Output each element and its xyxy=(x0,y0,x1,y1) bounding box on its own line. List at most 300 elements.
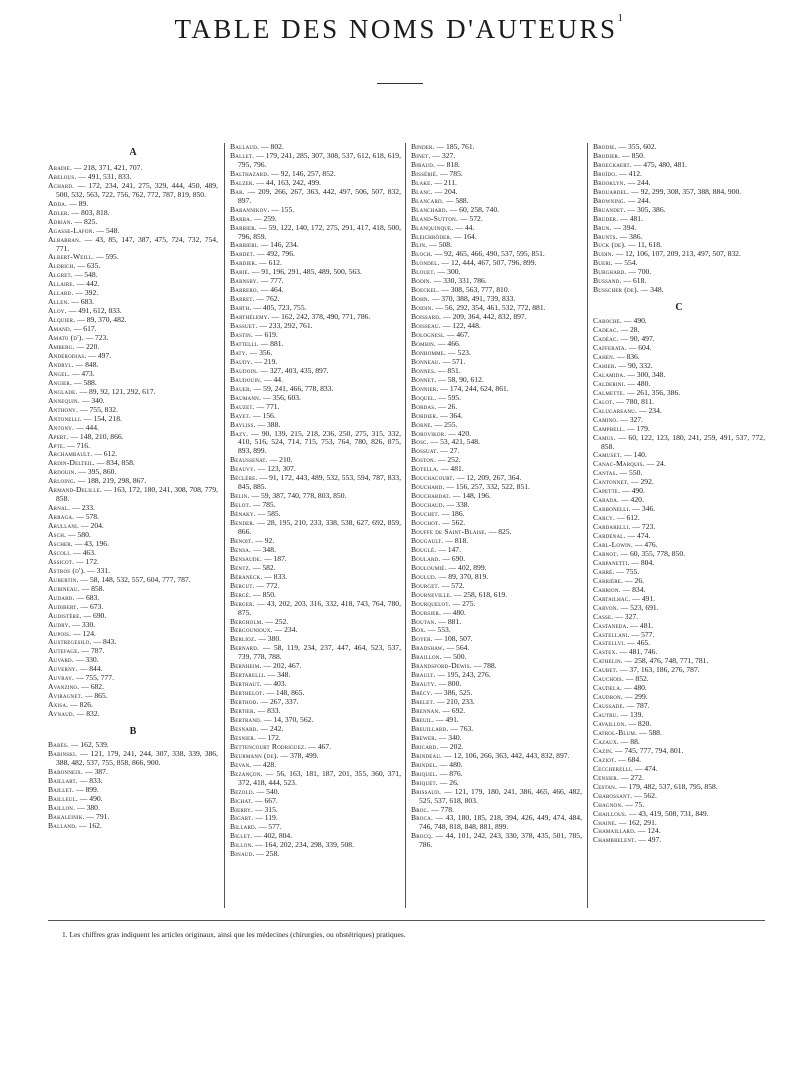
author-name: Bourneville. xyxy=(411,589,453,599)
author-name: Broc. xyxy=(411,804,430,814)
page-refs: — 836. xyxy=(615,351,640,361)
author-name: Bordier. xyxy=(411,410,439,420)
page-refs: — 420. xyxy=(619,495,644,505)
page-refs: — 523. xyxy=(446,347,471,357)
page-refs: — 852. xyxy=(624,674,649,684)
author-name: Bastin. xyxy=(230,330,254,340)
page-refs: — 588. xyxy=(637,728,662,737)
page-refs: — 27. xyxy=(438,446,460,456)
page-refs: — 121, 179, 241, 244, 307, 338, 339, 386, 388, 482, 537, 755, 858, 866, 900. xyxy=(56,748,218,767)
page-refs: — 491, 531, 833. xyxy=(76,171,132,181)
column-divider xyxy=(405,143,406,908)
page-refs: — 618. xyxy=(621,276,647,286)
page-refs: — 481. xyxy=(439,464,464,474)
author-name: Carbonelli. xyxy=(593,504,631,514)
page-refs: — 172, 234, 241, 275, 329, 444, 450, 489, 500, 532, 563, 722, 756, 762, 772, 787, 819, 850. xyxy=(56,180,218,199)
author-name: Bougault. xyxy=(411,535,444,545)
author-name: Cazin. xyxy=(593,745,614,755)
author-name: Brault. xyxy=(411,670,436,680)
author-name: Carnot. xyxy=(593,548,619,558)
page-refs: — 582. xyxy=(250,562,276,572)
index-entry xyxy=(230,430,401,457)
index-entry xyxy=(48,710,218,719)
page-refs: — 380. xyxy=(256,634,282,644)
page-refs: — 272. xyxy=(619,772,644,782)
page-refs: — 26. xyxy=(437,777,459,787)
author-name: Astros (d'). xyxy=(48,565,86,575)
author-name: Abelous. xyxy=(48,171,77,181)
author-name: Aviragnet. xyxy=(48,691,83,701)
page-refs: — 604. xyxy=(626,343,652,353)
page-refs: — 348. xyxy=(265,670,291,680)
page-refs: — 550. xyxy=(617,468,643,478)
page-refs: — 12, 106, 107, 209, 213, 497, 507, 832. xyxy=(613,249,741,259)
page-refs: — 850. xyxy=(251,589,276,599)
author-name: Bailleul. xyxy=(48,793,78,803)
page-refs: — 825. xyxy=(72,216,98,226)
page-refs: — 58, 119, 234, 237, 447, 464, 523, 537, 739, 778, 788. xyxy=(238,643,401,662)
author-name: Caudron. xyxy=(593,692,623,702)
author-name: Brelet. xyxy=(411,697,435,707)
page-refs: — 37, 163, 186, 276, 787. xyxy=(618,665,700,675)
page-refs: — 364. xyxy=(438,410,463,420)
author-name: Austregesilo. xyxy=(48,637,92,647)
author-name: Cantonnet. xyxy=(593,477,630,487)
author-name: Abadie. xyxy=(48,162,73,172)
author-name: Bombin. xyxy=(411,338,437,348)
author-name: Bouchot. xyxy=(411,518,441,528)
index-entry xyxy=(230,474,401,492)
page-refs: — 210, 233. xyxy=(434,697,475,707)
author-name: Carré. xyxy=(593,566,615,576)
page-refs: — 392. xyxy=(73,288,99,298)
author-name: Caudela. xyxy=(593,683,623,693)
author-name: Anderodias. xyxy=(48,350,87,360)
page-refs: — 44. xyxy=(262,374,283,384)
page-refs: — 881. xyxy=(436,616,462,626)
column-divider xyxy=(587,143,588,908)
author-name: Breuil. xyxy=(411,715,435,724)
author-name: Bezold. xyxy=(230,786,255,796)
author-name: Burghard. xyxy=(593,267,627,277)
author-name: Brooklyn. xyxy=(593,177,626,187)
author-name: Caussade. xyxy=(593,701,625,711)
page-refs: — 14, 370, 562. xyxy=(262,715,314,724)
author-name: Chabossant. xyxy=(593,790,633,800)
page-refs: — 340. xyxy=(79,395,105,405)
page-refs: — 12, 106, 266, 363, 442, 443, 832, 897. xyxy=(442,750,570,760)
page-refs: — 588. xyxy=(72,377,97,387)
page-refs: — 162, 539. xyxy=(68,740,109,749)
author-name: Beurmann (de). xyxy=(230,750,279,760)
page-refs: — 466. xyxy=(436,338,461,348)
author-name: Broïdo. xyxy=(593,168,618,178)
author-name: Auvard. xyxy=(48,655,74,665)
author-name: Babonneix. xyxy=(48,766,84,776)
author-name: Aupois. xyxy=(48,628,72,638)
author-name: Caziot. xyxy=(593,754,617,764)
author-name: Barbier. xyxy=(230,222,257,232)
author-name: Baumann. xyxy=(230,392,262,402)
page-refs: — 480. xyxy=(622,683,647,693)
author-name: Broca. xyxy=(411,813,434,823)
page-refs: — 327. xyxy=(618,414,643,424)
author-name: Botella. xyxy=(411,464,440,474)
index-entry xyxy=(230,152,401,170)
page-refs: — 442. xyxy=(74,279,100,289)
page-refs: — 617. xyxy=(71,324,97,334)
page-refs: — 386. xyxy=(617,231,643,241)
page-refs: — 481, 746. xyxy=(617,647,658,657)
page-refs: — 858. xyxy=(79,583,105,593)
author-name: Bercut. xyxy=(230,580,255,590)
page-refs: — 785. xyxy=(438,168,463,178)
page-refs: — 26. xyxy=(436,401,458,411)
author-name: Blanc. xyxy=(411,186,433,196)
page-refs: — 11, 618. xyxy=(626,240,662,250)
author-name: Bonnes. xyxy=(411,365,437,375)
author-name: Cestan. xyxy=(593,781,618,791)
author-name: Audard. xyxy=(48,592,75,602)
page-refs: — 480. xyxy=(437,759,463,769)
author-name: Castaneda. xyxy=(593,620,629,630)
page-refs: — 690. xyxy=(81,610,107,620)
page-refs: — 162, 242, 378, 490, 771, 786. xyxy=(269,312,371,322)
author-name: Buck (de). xyxy=(593,240,627,250)
page-refs: — 497. xyxy=(636,835,662,845)
page-refs: — 475, 480, 481. xyxy=(631,159,687,169)
author-name: Bouchaud. xyxy=(411,500,445,510)
page-refs: — 327. xyxy=(613,611,639,621)
author-name: Budin. xyxy=(593,249,614,259)
index-entry xyxy=(230,850,401,859)
page-refs: — 683. xyxy=(74,592,100,602)
page-refs: — 244. xyxy=(625,195,651,205)
author-name: Cautru. xyxy=(593,710,619,720)
page-refs: — 88. xyxy=(618,736,640,746)
author-name: Bazy. xyxy=(230,428,249,438)
page-refs: — 612. xyxy=(615,513,640,523)
page-refs: — 826. xyxy=(68,700,93,710)
section-letter: C xyxy=(675,302,683,314)
page-refs: — 803, 818. xyxy=(69,207,110,217)
author-name: Albarran. xyxy=(48,234,82,244)
page-refs: — 780, 811. xyxy=(614,396,655,406)
page-refs: — 146, 234. xyxy=(258,240,299,250)
author-name: Amato (d'). xyxy=(48,333,84,343)
index-entry xyxy=(411,788,582,806)
author-name: Balland. xyxy=(48,820,78,830)
author-name: Bouchardat. xyxy=(411,491,451,501)
page-refs: — 564. xyxy=(444,643,470,653)
page-refs: — 92, 299, 308, 357, 388, 884, 900. xyxy=(629,186,742,196)
page-refs: — 386, 525. xyxy=(432,688,473,698)
page-refs: — 92. xyxy=(253,535,275,545)
author-name: Cadéac. xyxy=(593,334,619,344)
author-name: Bueri. xyxy=(593,258,613,268)
page-refs: — 755, 832. xyxy=(78,404,118,414)
author-name: Bouglé. xyxy=(411,544,437,554)
author-name: Bergholm. xyxy=(230,616,264,626)
page-title xyxy=(0,14,800,45)
page-refs: — 204. xyxy=(432,186,458,196)
author-name: Boyer. xyxy=(411,634,433,644)
page-refs: — 242. xyxy=(258,723,284,733)
page-refs: — 844. xyxy=(77,664,103,674)
page-refs: — 123, 307. xyxy=(255,464,296,474)
author-name: Barannikov. xyxy=(230,204,270,214)
author-name: Borne. xyxy=(411,419,433,429)
page-refs: — 763. xyxy=(448,723,474,733)
author-name: Bensa. xyxy=(230,544,252,554)
page-refs: — 444. xyxy=(74,422,99,432)
author-name: Apert. xyxy=(48,431,69,441)
author-name: Bernard. xyxy=(230,643,260,653)
index-column-3 xyxy=(411,143,582,850)
page-refs: — 148, 865. xyxy=(264,688,305,698)
author-name: Béraneck. xyxy=(230,571,263,581)
page-refs: — 340. xyxy=(436,732,462,742)
page-refs: — 723. xyxy=(83,333,109,343)
page-refs: — 330. xyxy=(73,655,99,665)
page-refs: — 402, 899. xyxy=(446,562,487,572)
author-name: Berthelot. xyxy=(230,688,265,698)
page-refs: — 577. xyxy=(629,629,655,639)
page-refs: — 26. xyxy=(623,575,645,585)
page-refs: — 467. xyxy=(306,741,332,751)
page-refs: — 172. xyxy=(74,556,99,566)
page-refs: — 595. xyxy=(94,252,119,262)
page-refs: — 585. xyxy=(255,509,281,519)
page-refs: — 327, 403, 435, 897. xyxy=(258,365,329,375)
page-refs: — 162, 291. xyxy=(616,817,657,827)
author-name: Balthazard. xyxy=(230,168,270,178)
author-name: Anthony. xyxy=(48,404,79,414)
author-name: Barbieri. xyxy=(230,240,259,250)
author-name: Calot. xyxy=(593,396,615,406)
author-name: Broeckaert. xyxy=(593,159,632,169)
author-name: Canac-Marquis. xyxy=(593,459,645,469)
author-name: Breuillard. xyxy=(411,723,449,733)
author-name: Anglade. xyxy=(48,386,78,396)
page-refs: — 802. xyxy=(259,142,284,151)
page-refs: — 156, 257, 332, 522, 851. xyxy=(444,482,530,492)
author-name: Brandsford-Dewis. xyxy=(411,661,472,671)
page-refs: — 800. xyxy=(436,679,462,689)
page-refs: — 619. xyxy=(253,330,278,340)
author-name: Caubet. xyxy=(593,665,619,675)
page-refs: — 188, 219, 298, 867. xyxy=(75,476,147,486)
page-refs: — 667. xyxy=(253,795,278,805)
page-refs: — 56, 292, 354, 461, 532, 772, 881. xyxy=(433,303,546,313)
page-refs: — 209, 266, 267, 363, 442, 497, 506, 507, 832, 897. xyxy=(238,186,401,205)
author-name: Chaillous. xyxy=(593,808,627,818)
page-refs: — 56, 163, 181, 187, 201, 355, 360, 371, 372, 418, 444, 523. xyxy=(238,768,401,787)
page-refs: — 402, 804. xyxy=(252,831,293,841)
author-name: Binder. xyxy=(411,142,435,151)
page-refs: — 562. xyxy=(440,518,466,528)
page-refs: — 491, 612, 833. xyxy=(66,306,122,316)
page-refs: — 187. xyxy=(262,553,287,563)
page-refs: — 804. xyxy=(629,557,655,567)
page-refs: — 500. xyxy=(441,652,467,662)
title-divider xyxy=(377,83,423,84)
page-refs: — 834. xyxy=(620,584,646,594)
author-name: Bonhomme. xyxy=(411,347,447,357)
author-name: Bouffe de Saint-Blaise. xyxy=(411,526,487,536)
author-name: Carl-Lowin. xyxy=(593,539,633,549)
page-refs: — 577. xyxy=(256,822,282,832)
author-name: Adda. xyxy=(48,198,68,208)
page-refs: — 44, 101, 242, 243, 330, 378, 435, 501, 785, 786. xyxy=(419,831,582,850)
author-name: Angel. xyxy=(48,368,70,378)
author-name: Adrian. xyxy=(48,216,73,226)
index-entry xyxy=(230,770,401,788)
page-refs: — 755, 777. xyxy=(74,673,114,683)
author-name: Bissérié. xyxy=(411,168,439,178)
author-name: Baillon. xyxy=(48,802,76,812)
author-name: Calamida. xyxy=(593,369,626,379)
page-refs: — 164. xyxy=(452,231,477,241)
author-name: Armand-Delille. xyxy=(48,485,102,495)
page-refs: — 91, 172, 443, 489, 532, 553, 594, 787, 833, 845, 885. xyxy=(238,473,401,492)
title-footnote-mark: 1 xyxy=(617,12,626,24)
index-column-2 xyxy=(230,143,401,859)
author-name: Baudy. xyxy=(230,356,253,366)
author-name: Bussand. xyxy=(593,276,622,286)
page-refs: — 24. xyxy=(644,459,666,469)
page-refs: — 464. xyxy=(258,285,284,295)
page-refs: — 572. xyxy=(439,580,465,590)
page-refs: — 787. xyxy=(624,701,650,711)
author-name: Arraga. xyxy=(48,512,75,522)
page-refs: — 467. xyxy=(444,330,470,340)
page-refs: — 832. xyxy=(74,709,100,719)
page-refs: — 899. xyxy=(74,784,99,794)
author-name: Carrion. xyxy=(593,584,621,594)
page-refs: — 267, 337. xyxy=(258,697,299,707)
page-refs: — 122, 448. xyxy=(440,321,481,331)
page-refs: — 405, 723, 755. xyxy=(251,303,307,313)
index-entry xyxy=(593,286,765,295)
page-refs: — 75. xyxy=(623,799,645,809)
page-refs: — 28. xyxy=(618,325,640,335)
page-refs: — 179, 482, 537, 618, 795, 858. xyxy=(617,781,718,791)
page-refs: — 60, 122, 123, 180, 241, 259, 491, 537, 772, 858. xyxy=(601,432,765,451)
author-name: Carcy. xyxy=(593,513,616,523)
author-name: Barthélemy. xyxy=(230,312,270,322)
author-name: Bezançon. xyxy=(230,768,263,778)
page-refs: — 148, 196. xyxy=(451,491,491,501)
page-refs: — 305, 386. xyxy=(625,204,666,214)
author-name: Bender. xyxy=(230,518,256,528)
page-refs: — 148, 210, 866. xyxy=(68,431,124,441)
page-refs: — 164, 202, 234, 298, 339, 508. xyxy=(253,840,354,850)
page-refs: — 44, 163, 242, 499. xyxy=(254,177,321,187)
page-refs: — 139. xyxy=(618,710,644,720)
page-refs: — 233. xyxy=(70,503,95,513)
author-name: Biraud. xyxy=(411,159,436,169)
page-refs: — 28, 195, 210, 233, 338, 538, 627, 692, 859, 866. xyxy=(238,518,401,536)
author-name: Brouardel. xyxy=(593,186,630,196)
author-name: Boulud. xyxy=(411,571,437,581)
author-name: Ascher. xyxy=(48,538,73,548)
page-refs: — 195, 243, 276. xyxy=(435,670,491,680)
author-name: Bloch. xyxy=(411,249,433,259)
page-refs: — 523, 691. xyxy=(618,602,659,612)
author-name: Bosc. xyxy=(411,437,429,447)
page-refs: — 12, 444, 467, 507, 796, 899. xyxy=(439,258,537,268)
page-refs: — 163, 172, 180, 241, 308, 708, 779, 858. xyxy=(56,485,218,504)
page-refs: — 219. xyxy=(252,356,278,366)
author-name: Baillet. xyxy=(48,784,75,794)
author-name: Agasse-Lafon. xyxy=(48,225,95,235)
author-name: Cahier. xyxy=(593,360,617,370)
index-entry xyxy=(230,224,401,242)
page-refs: — 356, 603. xyxy=(261,392,301,402)
page-refs: — 580. xyxy=(66,530,91,540)
page-refs: — 108, 507. xyxy=(432,634,473,644)
author-name: Billon. xyxy=(230,840,254,850)
author-name: Besnard. xyxy=(230,723,259,733)
page-refs: — 209, 364, 442, 832, 897. xyxy=(441,312,527,322)
author-name: Binet. xyxy=(411,150,431,160)
index-entry xyxy=(48,486,218,504)
author-name: Cadeac. xyxy=(593,325,619,335)
page-refs: — 394. xyxy=(611,222,637,232)
author-name: Blancard. xyxy=(411,195,444,205)
author-name: Arloing. xyxy=(48,476,76,486)
author-name: Brécy. xyxy=(411,688,433,698)
page-refs: — 89, 370, 482. xyxy=(75,315,127,325)
page-refs: — 465. xyxy=(625,638,651,648)
author-name: Billard. xyxy=(230,822,257,832)
author-name: Audry. xyxy=(48,619,71,629)
author-name: Blouet. xyxy=(411,267,436,277)
author-name: Bruandet. xyxy=(593,204,626,214)
page-refs: — 58, 148, 532, 557, 604, 777, 787. xyxy=(78,574,191,584)
index-entry xyxy=(230,188,401,206)
author-name: Barrero. xyxy=(230,285,259,295)
page-refs: — 562. xyxy=(632,790,657,800)
page-refs: — 588. xyxy=(443,195,469,205)
author-name: Arnal. xyxy=(48,503,71,513)
author-name: Boisseau. xyxy=(411,321,441,331)
author-name: Baty. xyxy=(230,347,248,357)
author-name: Baillart. xyxy=(48,775,78,785)
author-name: Calderini. xyxy=(593,378,626,388)
page-refs: — 785. xyxy=(250,500,276,510)
author-name: Boeckel. xyxy=(411,285,440,295)
author-name: Cazaux. xyxy=(593,736,619,746)
page-refs: — 700. xyxy=(626,267,652,277)
author-name: Audibert. xyxy=(48,601,79,611)
page-refs: — 716. xyxy=(65,440,90,450)
author-name: Ascoli. xyxy=(48,547,72,557)
author-name: Bauer. xyxy=(230,383,252,393)
author-name: Cardarelli. xyxy=(593,522,631,532)
page-refs: — 89. xyxy=(67,198,89,208)
page-refs: — 90, 497. xyxy=(618,334,655,344)
author-name: Binaud. xyxy=(230,849,255,859)
author-name: Asch. xyxy=(48,530,67,540)
page-refs: — 778. xyxy=(429,804,454,814)
page-refs: — 292. xyxy=(629,477,654,487)
page-refs: — 497. xyxy=(86,350,112,360)
author-name: Allard. xyxy=(48,288,74,298)
author-name: Camuset. xyxy=(593,450,623,460)
author-name: Auverny. xyxy=(48,664,78,674)
